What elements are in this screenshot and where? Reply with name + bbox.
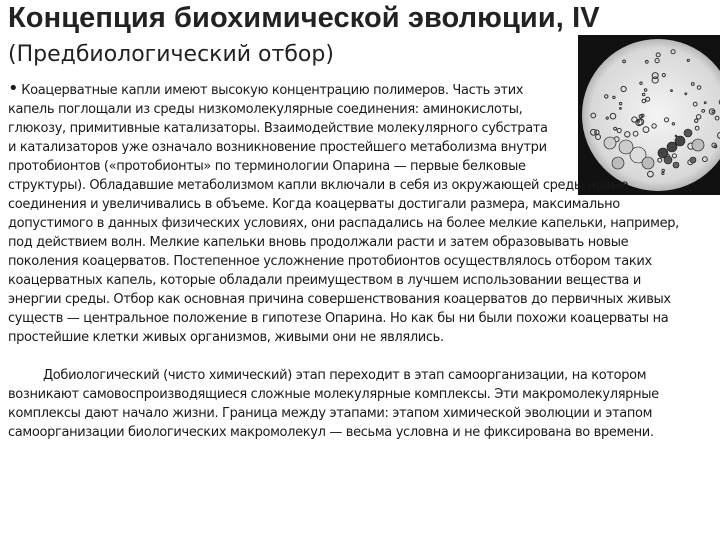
paragraph-1-line: под действием волн. Мелкие капельки вновь продолжали расти и затем образовывать новые (8, 235, 629, 250)
paragraph-1-line: и катализаторов уже означало возникновение простейшего метаболизма внутри (8, 140, 547, 155)
paragraph-1-line: соединения и увеличивались в объеме. Когда коацерваты достигали размера, максимально (8, 197, 620, 212)
paragraph-1-line: глюкозу, примитивные катализаторы. Взаимодействие молекулярного субстрата (8, 121, 548, 136)
text-span: Коацерватные капли имеют высокую концентрацию полимеров. Часть этих (21, 83, 524, 98)
paragraph-1 (8, 78, 720, 347)
paragraph-1-line: капель поглощали из среды низкомолекулярные соединения: аминокислоты, (8, 102, 523, 117)
paragraph-1-line: поколения коацерватов. Постепенное усложнение протобионтов осуществлялось отбором таких (8, 254, 652, 269)
slide-title: Концепция биохимической эволюции, IV (8, 2, 600, 34)
slide-subtitle: (Предбиологический отбор) (8, 42, 334, 67)
paragraph-2 (8, 366, 720, 442)
paragraph-1-line: протобионтов («протобионты» по терминологии Опарина — первые белковые (8, 159, 526, 174)
paragraph-1-line: энергии среды. Отбор как основная причина совершенствования коацерватов до первичных живых (8, 292, 671, 307)
paragraph-2-line: комплексы дают начало жизни. Граница между этапами: этапом химической эволюции и этапом (8, 406, 653, 421)
paragraph-2-line: Добиологический (чисто химический) этап переходит в этап самоорганизации, на котором (43, 368, 647, 383)
paragraph-1-line: простейшие клетки живых организмов, живыми они не являлись. (8, 330, 444, 345)
paragraph-2-line: самоорганизации биологических макромолекул — весьма условна и не фиксирована во времени. (8, 425, 654, 440)
paragraph-1-line: существ — центральное положение в гипотезе Опарина. Но как бы ни были похожи коацерваты на (8, 311, 669, 326)
bullet: • (8, 78, 19, 99)
paragraph-1-line (8, 78, 720, 100)
paragraph-1-line: допустимого в данных физических условиях, они распадались на более мелкие капельки, например, (8, 216, 679, 231)
paragraph-1-line: коацерватных капель, которые обладали преимуществом в лучшем использовании вещества и (8, 273, 641, 288)
paragraph-2-line: возникают самовоспроизводящиеся сложные молекулярные комплексы. Эти макромолекулярные (8, 387, 659, 402)
paragraph-1-line: структуры). Обладавшие метаболизмом капли включали в себя из окружающей среды новые (8, 178, 629, 193)
